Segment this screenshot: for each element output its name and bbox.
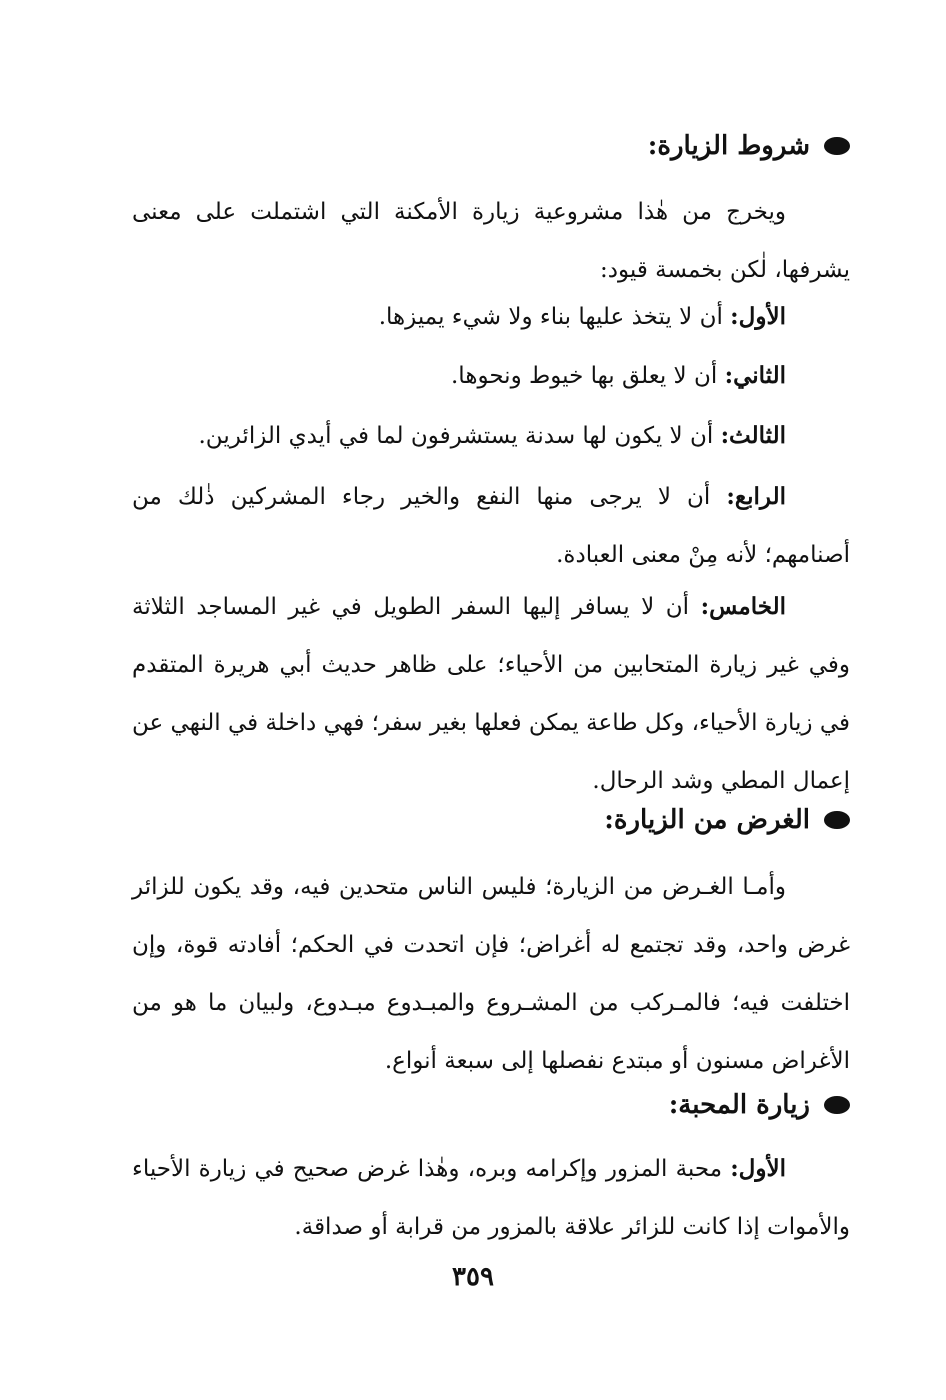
condition-label: الأول: bbox=[730, 303, 786, 330]
type-label: الأول: bbox=[730, 1155, 787, 1182]
section-heading-visit-conditions bbox=[648, 126, 850, 166]
heading-text: زيارة المحبة: bbox=[668, 1090, 810, 1120]
section-heading-love-visit bbox=[669, 1085, 850, 1125]
heading-text: شروط الزيارة: bbox=[647, 131, 810, 161]
condition-1 bbox=[132, 288, 786, 346]
intro-paragraph: ويخرج من هٰذا مشروعية زيارة الأمكنة التي اشتملت على معنى يشرفها، لٰكن بخمسة قيود: bbox=[132, 199, 850, 283]
love-visit-first-type bbox=[132, 1140, 850, 1256]
condition-label: الثالث: bbox=[720, 422, 786, 449]
bullet-icon bbox=[824, 811, 850, 829]
condition-label: الثاني: bbox=[724, 362, 786, 389]
bullet-icon bbox=[824, 137, 850, 155]
condition-4 bbox=[132, 468, 850, 584]
heading-text: الغرض من الزيارة: bbox=[604, 805, 810, 835]
type-text: محبة المزور وإكرامه وبره، وهٰذا غرض صحيح في زيارة الأحياء والأموات إذا كانت للزائر علاقة بالمزور من قرابة أو صداقة. bbox=[132, 1156, 850, 1240]
condition-text: أن لا يتخذ عليها بناء ولا شيء يميزها. bbox=[378, 304, 723, 330]
purpose-paragraph: وأمـا الغـرض من الزيارة؛ فليس الناس متحدين فيه، وقد يكون للزائر غرض واحد، وقد تجتمع له أغراض؛ فإن اتحدت في الحكم؛ أفادته قوة، وإن اختلفت فيه؛ فالمـركب من المشـروع والمبـدوع مبـدوع، ولبيان ما هو من الأغراض مسنون أو مبتدع نفصلها إلى سبعة أنواع. bbox=[132, 874, 850, 1074]
condition-5 bbox=[132, 578, 850, 810]
section-heading-visit-purpose bbox=[604, 800, 850, 840]
condition-3 bbox=[132, 407, 786, 465]
condition-text: أن لا يعلق بها خيوط ونحوها. bbox=[451, 363, 718, 389]
page-number: ٣٥٩ bbox=[452, 1262, 494, 1292]
condition-label: الخامس: bbox=[700, 593, 786, 620]
condition-label: الرابع: bbox=[726, 483, 787, 510]
condition-2 bbox=[132, 347, 786, 405]
condition-text: أن لا يكون لها سدنة يستشرفون لما في أيدي الزائرين. bbox=[198, 423, 714, 449]
bullet-icon bbox=[824, 1096, 850, 1114]
condition-text: أن لا يرجى منها النفع والخير رجاء المشركين ذٰلك من أصنامهم؛ لأنه مِنْ معنى العبادة. bbox=[132, 484, 850, 568]
condition-text: أن لا يسافر إليها السفر الطويل في غير المساجد الثلاثة وفي غير زيارة المتحابين من الأحياء؛ على ظاهر حديث أبي هريرة المتقدم في زيارة الأحياء، وكل طاعة يمكن فعلها بغير سفر؛ فهي داخلة في النهي عن إعمال المطي وشد الرحال. bbox=[132, 594, 850, 794]
